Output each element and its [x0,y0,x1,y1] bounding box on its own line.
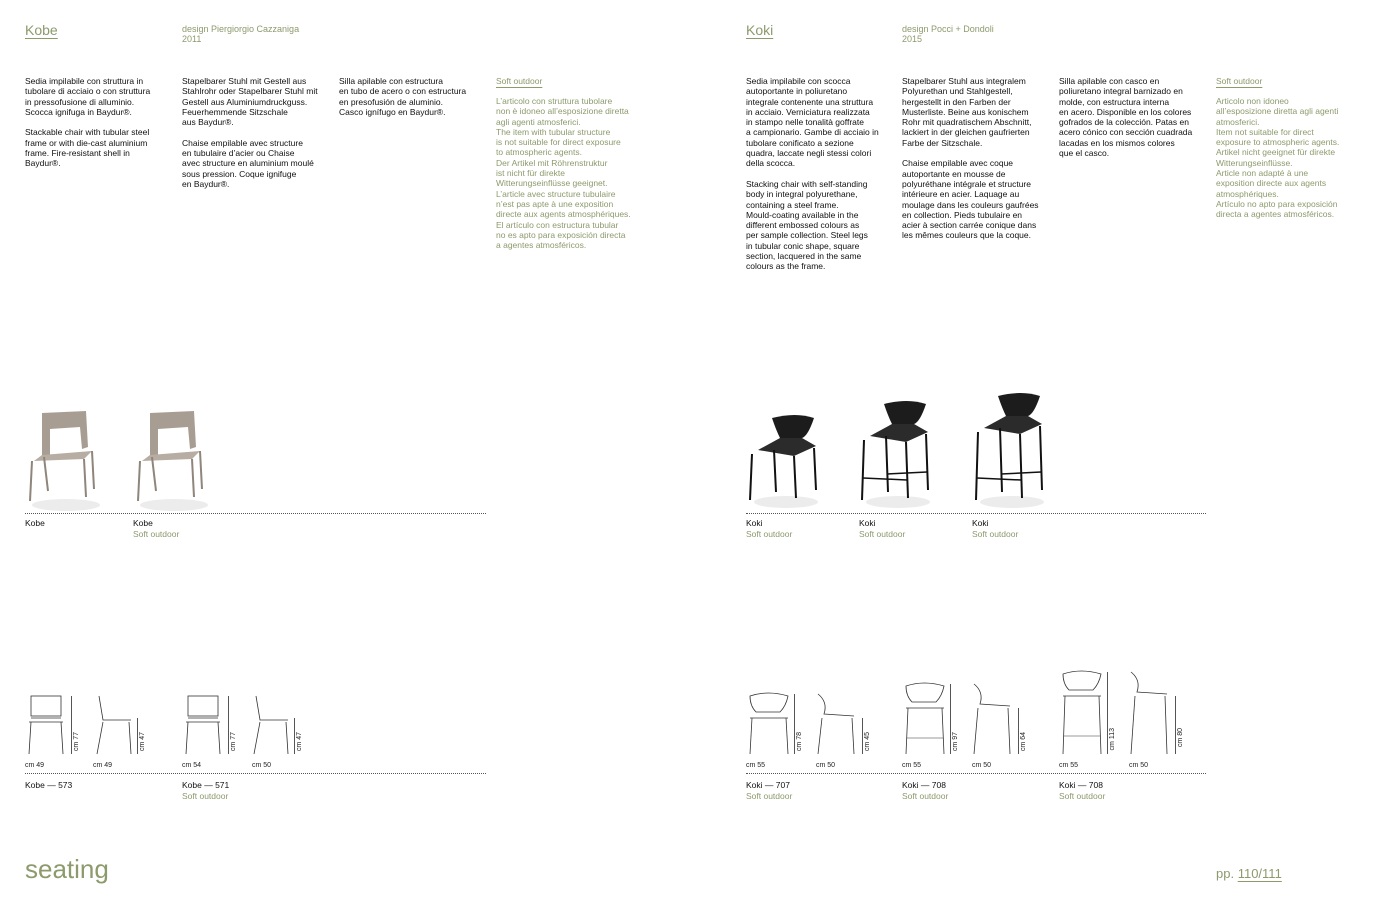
height-tick [950,684,951,754]
drawing-caption-kobe-571 [182,780,229,801]
caption-sub: Soft outdoor [746,528,793,539]
page-numbers [1216,866,1282,881]
depth-dimension: cm 50 [1129,762,1149,769]
koki-stool-photo-3 [970,390,1050,510]
kobe-side-drawing [250,694,292,756]
photo-divider-right [746,513,1206,514]
drawing-caption-kobe-573 [25,780,72,791]
seat-dimension: cm 47 [139,732,146,752]
depth-dimension: cm 49 [93,762,113,769]
seat-tick [1018,708,1019,754]
kobe-front-drawing [184,694,226,756]
drawing-caption-koki-708-a [902,780,948,801]
width-dimension: cm 54 [182,762,202,769]
caption-sub: Soft outdoor [133,528,180,539]
seat-dimension: cm 80 [1177,728,1184,748]
caption-sub: Soft outdoor [859,528,906,539]
seat-tick [862,718,863,754]
model-sub: Soft outdoor [746,790,793,801]
description-de-fr-koki: Stapelbarer Stuhl aus integralem Polyurethan und Stahlgestell, hergestellt in den Farben der Musterliste. Beine aus konischem Rohr mit quadratischem Abschnitt, lackiert in der gleichen gaufrierten Farbe der Sitzschale. Chaise empilable avec coque autoportante en mousse de polyuréthane intégrale et structure intérieure en acier. Laquage au moulage dans les couleurs gaufrées en collection. Pieds tubulaire en acier à section carrée conique dans les mêmes couleurs que la coque. [902,76,1039,241]
koki-side-drawing [814,692,858,756]
height-tick [228,696,229,754]
depth-dimension: cm 50 [816,762,836,769]
model-code: Kobe — 571 [182,780,230,790]
caption-name: Koki [972,518,989,528]
model-sub: Soft outdoor [1059,790,1106,801]
caption-name: Kobe [133,518,153,528]
height-tick [71,696,72,754]
model-sub: Soft outdoor [182,790,229,801]
width-dimension: cm 55 [1059,762,1079,769]
drawing-caption-koki-708-b [1059,780,1105,801]
height-dimension: cm 78 [796,732,803,752]
koki-chair-photo-1 [744,410,824,510]
page-prefix: pp. [1216,866,1235,881]
drawing-group-koki-708-a [902,678,1052,772]
photo-caption-koki-3 [972,518,1018,539]
photo-divider-left [25,513,486,514]
seat-tick [294,718,295,754]
description-de-fr-kobe: Stapelbarer Stuhl mit Gestell aus Stahlrohr oder Stapelbarer Stuhl mit Gestell aus Aluminiumdruckguss. Feuerhemmende Sitzschale aus Baydur®. Chaise empilable avec structure en tubulaire d’acier ou Chaise avec structure en aluminium moulé sous pression. Coque ignifuge en Baydur®. [182,76,318,189]
kobe-side-drawing [93,694,135,756]
model-code: Koki — 707 [746,780,790,790]
model-code: Koki — 708 [902,780,946,790]
height-dimension: cm 77 [230,732,237,752]
caption-name: Kobe [25,518,45,528]
koki-stool-side-drawing [970,682,1014,756]
model-code: Kobe — 573 [25,780,73,790]
description-it-en-koki: Sedia impilabile con scocca autoportante in poliuretano integrale contenente una struttura in acciaio. Verniciatura realizzata in stampo nelle tonalità goffrate a campionario. Gambe di acciaio in tubolare conificato a sezione quadra, laccate negli stessi colori della scocca. Stacking chair with self-standing body in integral polyurethane, containing a steel frame. Mould-coating available in the different embossed colours as per sample collection. Steel legs in tubular conic shape, square section, lacquered in the same colours as the frame. [746,76,879,272]
designer-credit-kobe: design Piergiorgio Cazzaniga 2011 [182,24,300,44]
depth-dimension: cm 50 [252,762,272,769]
width-dimension: cm 49 [25,762,45,769]
height-dimension: cm 113 [1109,728,1116,751]
height-dimension: cm 77 [73,732,80,752]
koki-stool-photo-2 [856,398,936,510]
section-label: seating [25,854,109,884]
height-tick [794,694,795,754]
drawing-group-koki-708-b [1059,666,1209,772]
caption-name: Koki [746,518,763,528]
drawing-divider-right [746,773,1206,774]
caption-name: Koki [859,518,876,528]
designer-credit-koki: design Pocci + Dondoli 2015 [902,24,994,44]
seat-tick [137,718,138,754]
model-sub: Soft outdoor [902,790,949,801]
seat-tick [1175,696,1176,754]
kobe-front-drawing [27,694,69,756]
kobe-chair-photo-2 [130,405,210,513]
drawing-group-kobe-573 [25,690,185,772]
model-code: Koki — 708 [1059,780,1103,790]
photo-caption-kobe-1 [25,518,45,529]
photo-caption-kobe-2 [133,518,179,539]
kobe-chair-photo-1 [22,405,102,513]
koki-stool-front-drawing [902,682,946,756]
width-dimension: cm 55 [746,762,766,769]
product-title-koki: Koki [746,22,774,38]
koki-front-drawing [746,692,790,756]
photo-caption-koki-2 [859,518,905,539]
seat-dimension: cm 47 [296,732,303,752]
description-it-en-kobe: Sedia impilabile con struttura in tubolare di acciaio o con struttura in pressofusione di alluminio. Scocca ignifuga in Baydur®. Stackable chair with tubular steel frame or with die-cast aluminium frame. Fire-resistant shell in Baydur®. [25,76,151,169]
photo-caption-koki-1 [746,518,792,539]
width-dimension: cm 55 [902,762,922,769]
soft-outdoor-heading-kobe: Soft outdoor [496,76,543,86]
soft-outdoor-note-koki: Articolo non idoneo all’esposizione diretta agli agenti atmosferici. Item not suitable for direct exposure to atmospheric agents. Artikel nicht geeignet für direkte Witterungseinflüsse. Article non adapté à une exposition directe aux agents atmosphériques. Artículo no apto para exposición directa a agentes atmosféricos. [1216,96,1340,220]
drawing-caption-koki-707 [746,780,792,801]
depth-dimension: cm 50 [972,762,992,769]
height-tick [1107,672,1108,754]
description-es-kobe: Silla apilable con estructura en tubo de acero o con estructura en presofusión de aluminio. Casco ignífugo en Baydur®. [339,76,467,117]
drawing-group-kobe-571 [182,690,342,772]
soft-outdoor-note-kobe: L’articolo con struttura tubolare non è idoneo all’esposizione diretta agli agenti atmosferici. The item with tubular structure is not suitable for direct exposure to atmospheric agents. Der Artikel mit Röhrenstruktur ist nicht für direkte Witterungseinflüsse geeignet. L’article avec structure tubulaire n’est pas apte à une exposition directe aux agents atmosphériques. El artículo con estructura tubular no es apto para exposición directa a agentes atmosféricos. [496,96,631,251]
drawing-group-koki-707 [746,688,896,772]
drawing-divider-left [25,773,486,774]
description-es-koki: Silla apilable con casco en poliuretano integral barnizado en molde, con estructura interna en acero. Disponible en los colores gofrados de la colección. Patas en acero cónico con sección cuadrada lacadas en los mismos colores que el casco. [1059,76,1193,159]
product-title-kobe: Kobe [25,22,58,38]
seat-dimension: cm 64 [1020,732,1027,752]
koki-stool-side-drawing [1127,670,1171,756]
koki-stool-front-drawing [1059,670,1103,756]
height-dimension: cm 97 [952,732,959,752]
soft-outdoor-heading-koki: Soft outdoor [1216,76,1263,86]
seat-dimension: cm 45 [864,732,871,752]
page-range-link[interactable]: 110/111 [1237,866,1282,881]
caption-sub: Soft outdoor [972,528,1019,539]
